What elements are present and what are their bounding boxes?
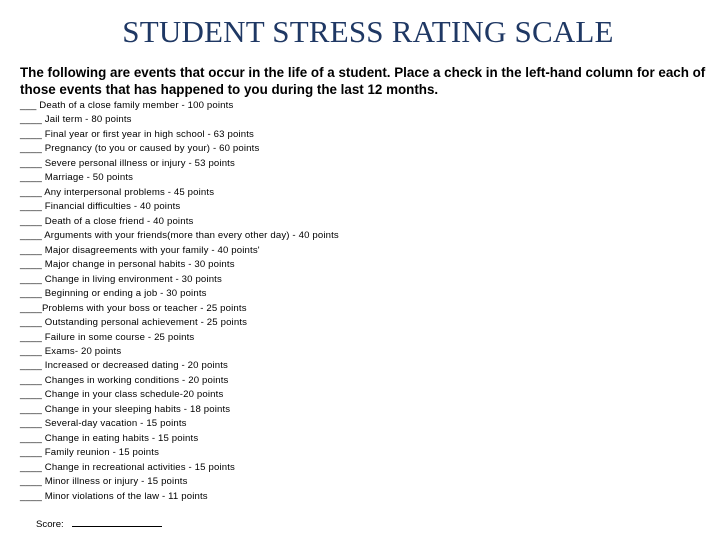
score-label: Score: (36, 519, 64, 530)
event-item[interactable]: ____ Several-day vacation - 15 points (20, 418, 187, 430)
event-item[interactable]: ____ Major disagreements with your family - 40 points' (20, 244, 260, 256)
event-item[interactable]: ____ Severe personal illness or injury - 53 points (20, 157, 235, 169)
event-item[interactable]: ____ Final year or first year in high school - 63 points (20, 128, 254, 140)
score-input-line[interactable] (72, 517, 162, 527)
event-item[interactable]: ____ Change in eating habits - 15 points (20, 432, 199, 444)
event-item[interactable]: ____ Changes in working conditions - 20 points (20, 374, 229, 386)
event-item[interactable]: ____ Change in your sleeping habits - 18 points (20, 403, 231, 415)
event-item[interactable]: ____ Pregnancy (to you or caused by your) - 60 points (20, 143, 260, 155)
event-item[interactable]: ____ Jail term - 80 points (20, 114, 132, 126)
event-item[interactable]: ____ Minor violations of the law - 11 points (20, 490, 208, 502)
event-item[interactable]: ____ Marriage - 50 points (20, 172, 134, 184)
event-item[interactable]: ____ Financial difficulties - 40 points (20, 201, 181, 213)
event-item[interactable]: ____ Arguments with your friends(more than every other day) - 40 points (20, 230, 339, 242)
event-item[interactable]: ____ Increased or decreased dating - 20 points (20, 360, 228, 372)
event-item[interactable]: ____ Exams- 20 points (20, 345, 122, 357)
event-item[interactable]: ____Problems with your boss or teacher - 25 points (20, 302, 247, 314)
event-item[interactable]: ____ Any interpersonal problems - 45 points (20, 186, 215, 198)
event-list (20, 99, 339, 504)
event-item[interactable]: ____ Change in recreational activities - 15 points (20, 461, 235, 473)
event-item[interactable]: ____ Death of a close friend - 40 points (20, 215, 194, 227)
event-item[interactable]: ____ Minor illness or injury - 15 points (20, 476, 188, 488)
event-item[interactable]: ____ Beginning or ending a job - 30 points (20, 288, 207, 300)
event-item[interactable]: ____ Change in living environment - 30 points (20, 273, 222, 285)
event-item[interactable]: ____ Major change in personal habits - 30 points (20, 259, 235, 271)
event-item[interactable]: ____ Family reunion - 15 points (20, 447, 160, 459)
event-item[interactable]: ____ Outstanding personal achievement - 25 points (20, 317, 248, 329)
instructions: The following are events that occur in the life of a student. Place a check in the left-hand column for each of those events that has happened to you during the last 12 months. (20, 65, 706, 97)
page-title: STUDENT STRESS RATING SCALE (122, 14, 614, 49)
score-field (36, 517, 162, 530)
event-item[interactable]: ____ Change in your class schedule-20 points (20, 389, 224, 401)
event-item[interactable]: ___ Death of a close family member - 100 points (20, 100, 234, 111)
event-item[interactable]: ____ Failure in some course - 25 points (20, 331, 195, 343)
